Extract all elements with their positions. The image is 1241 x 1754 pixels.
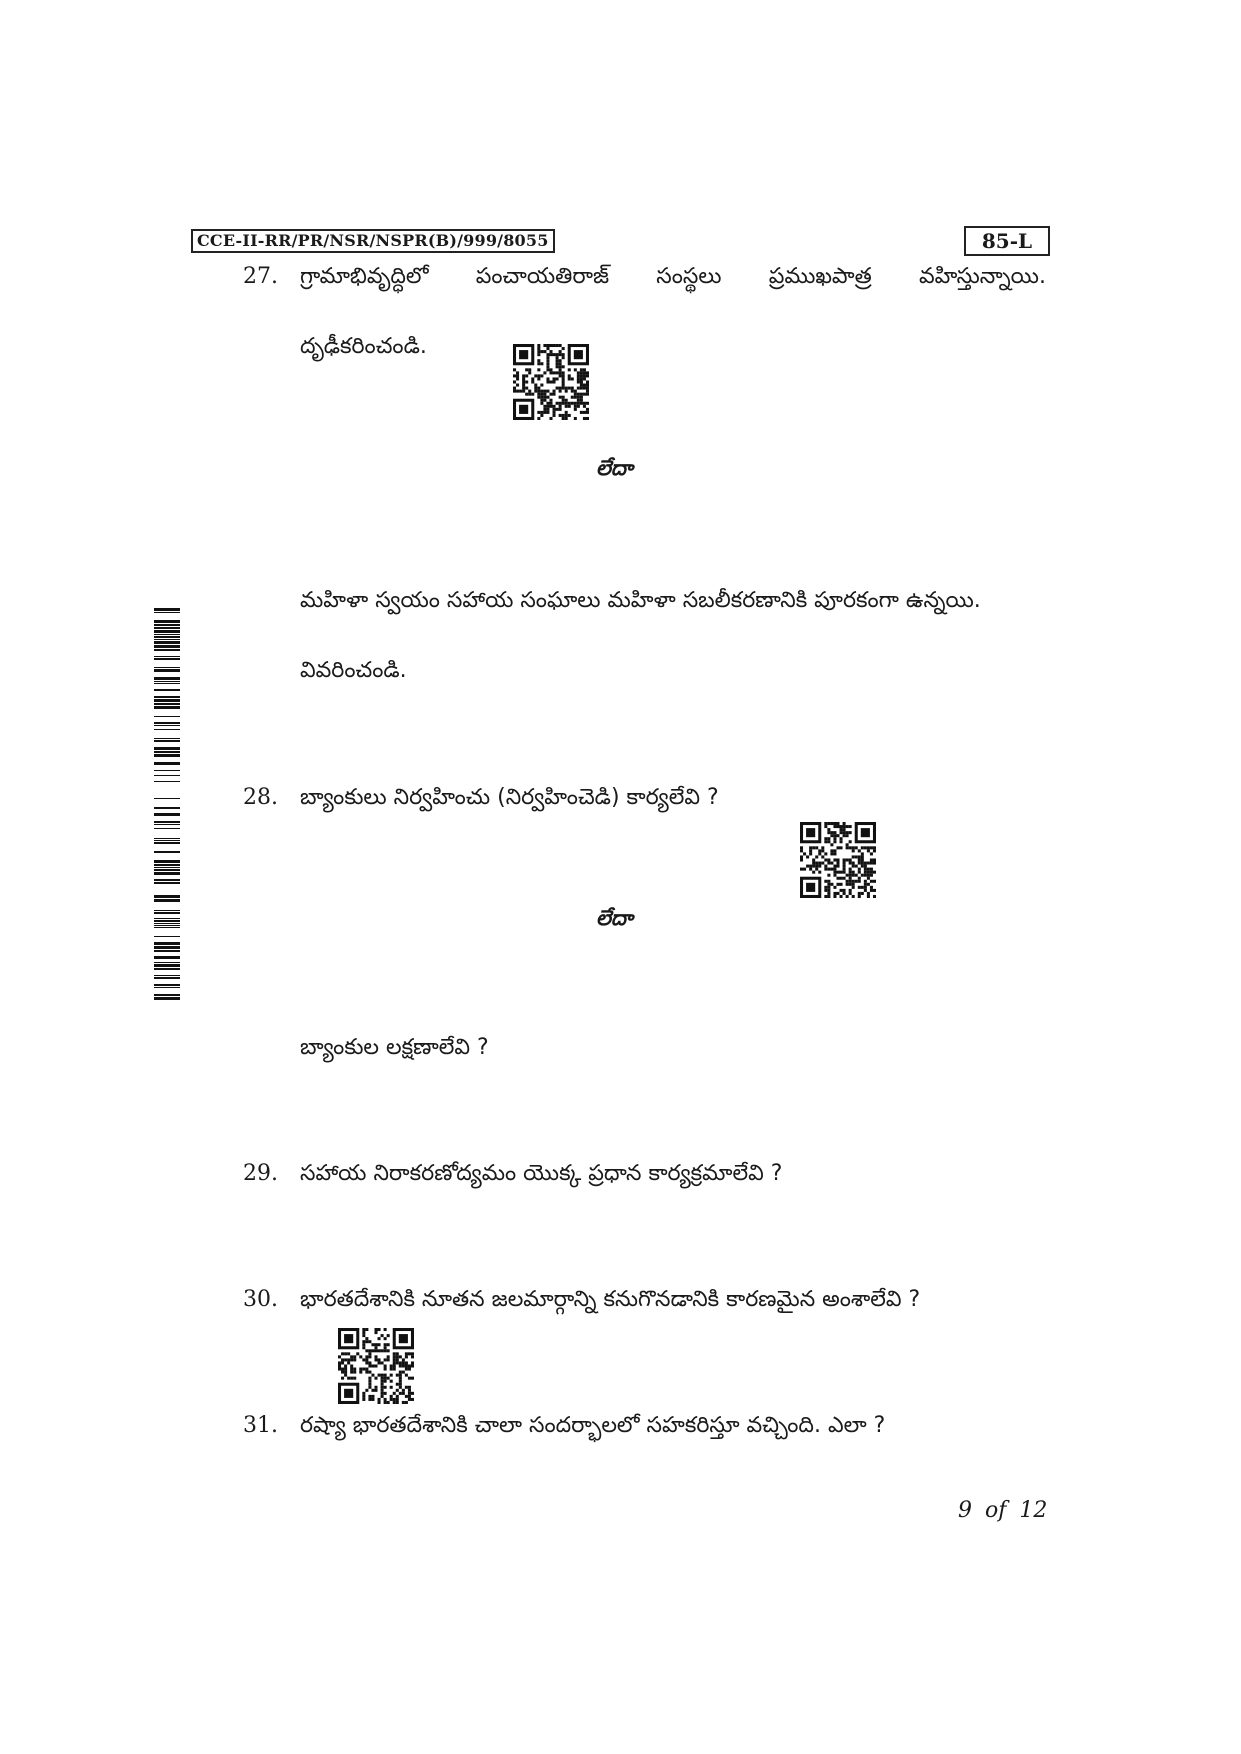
word: పంచాయతిరాజ్ xyxy=(475,264,610,289)
question-28-alt-text: బ్యాంకుల లక్షణాలేవి ? xyxy=(300,1035,489,1060)
word: గ్రామాభివృద్ధిలో xyxy=(300,264,429,289)
question-27-line-1 xyxy=(300,262,1046,292)
question-number: 27. xyxy=(243,264,278,289)
question-31-text: రష్యా భారతదేశానికి చాలా సందర్భాలలో సహకరిస్తూ వచ్చింది. ఎలా ? xyxy=(300,1413,886,1438)
question-number: 28. xyxy=(243,785,278,810)
question-29-text: సహాయ నిరాకరణోద్యమం యొక్క ప్రధాన కార్యక్రమాలేవి ? xyxy=(300,1161,783,1186)
or-separator: లేదా xyxy=(596,906,633,930)
paper-code-box: CCE-II-RR/PR/NSR/NSPR(B)/999/8055 xyxy=(191,229,555,253)
question-27-alt-line-1: మహిళా స్వయం సహాయ సంఘాలు మహిళా సబలీకరణానికి పూరకంగా ఉన్నయి. xyxy=(300,588,981,613)
question-27-line-2: దృఢీకరించండి. xyxy=(300,334,427,359)
question-number: 31. xyxy=(243,1413,278,1438)
page-number: 9 of 12 xyxy=(958,1498,1048,1523)
question-27-alt-line-2: వివరించండి. xyxy=(300,658,407,683)
question-number: 29. xyxy=(243,1161,278,1186)
word: ప్రముఖపాత్ర xyxy=(768,264,872,289)
or-separator: లేదా xyxy=(596,456,633,480)
word: వహిస్తున్నాయి. xyxy=(919,264,1046,289)
question-28-text: బ్యాంకులు నిర్వహించు (నిర్వహించెడి) కార్యలేవి ? xyxy=(300,785,719,810)
page-code-box: 85-L xyxy=(964,226,1050,256)
question-30-text: భారతదేశానికి నూతన జలమార్గాన్ని కనుగొనడానికి కారణమైన అంశాలేవి ? xyxy=(300,1287,921,1312)
qr-code xyxy=(513,344,589,420)
qr-code xyxy=(338,1328,414,1404)
word: సంస్థలు xyxy=(656,264,722,289)
question-number: 30. xyxy=(243,1287,278,1312)
qr-code xyxy=(800,822,876,898)
side-barcode xyxy=(154,608,180,1000)
